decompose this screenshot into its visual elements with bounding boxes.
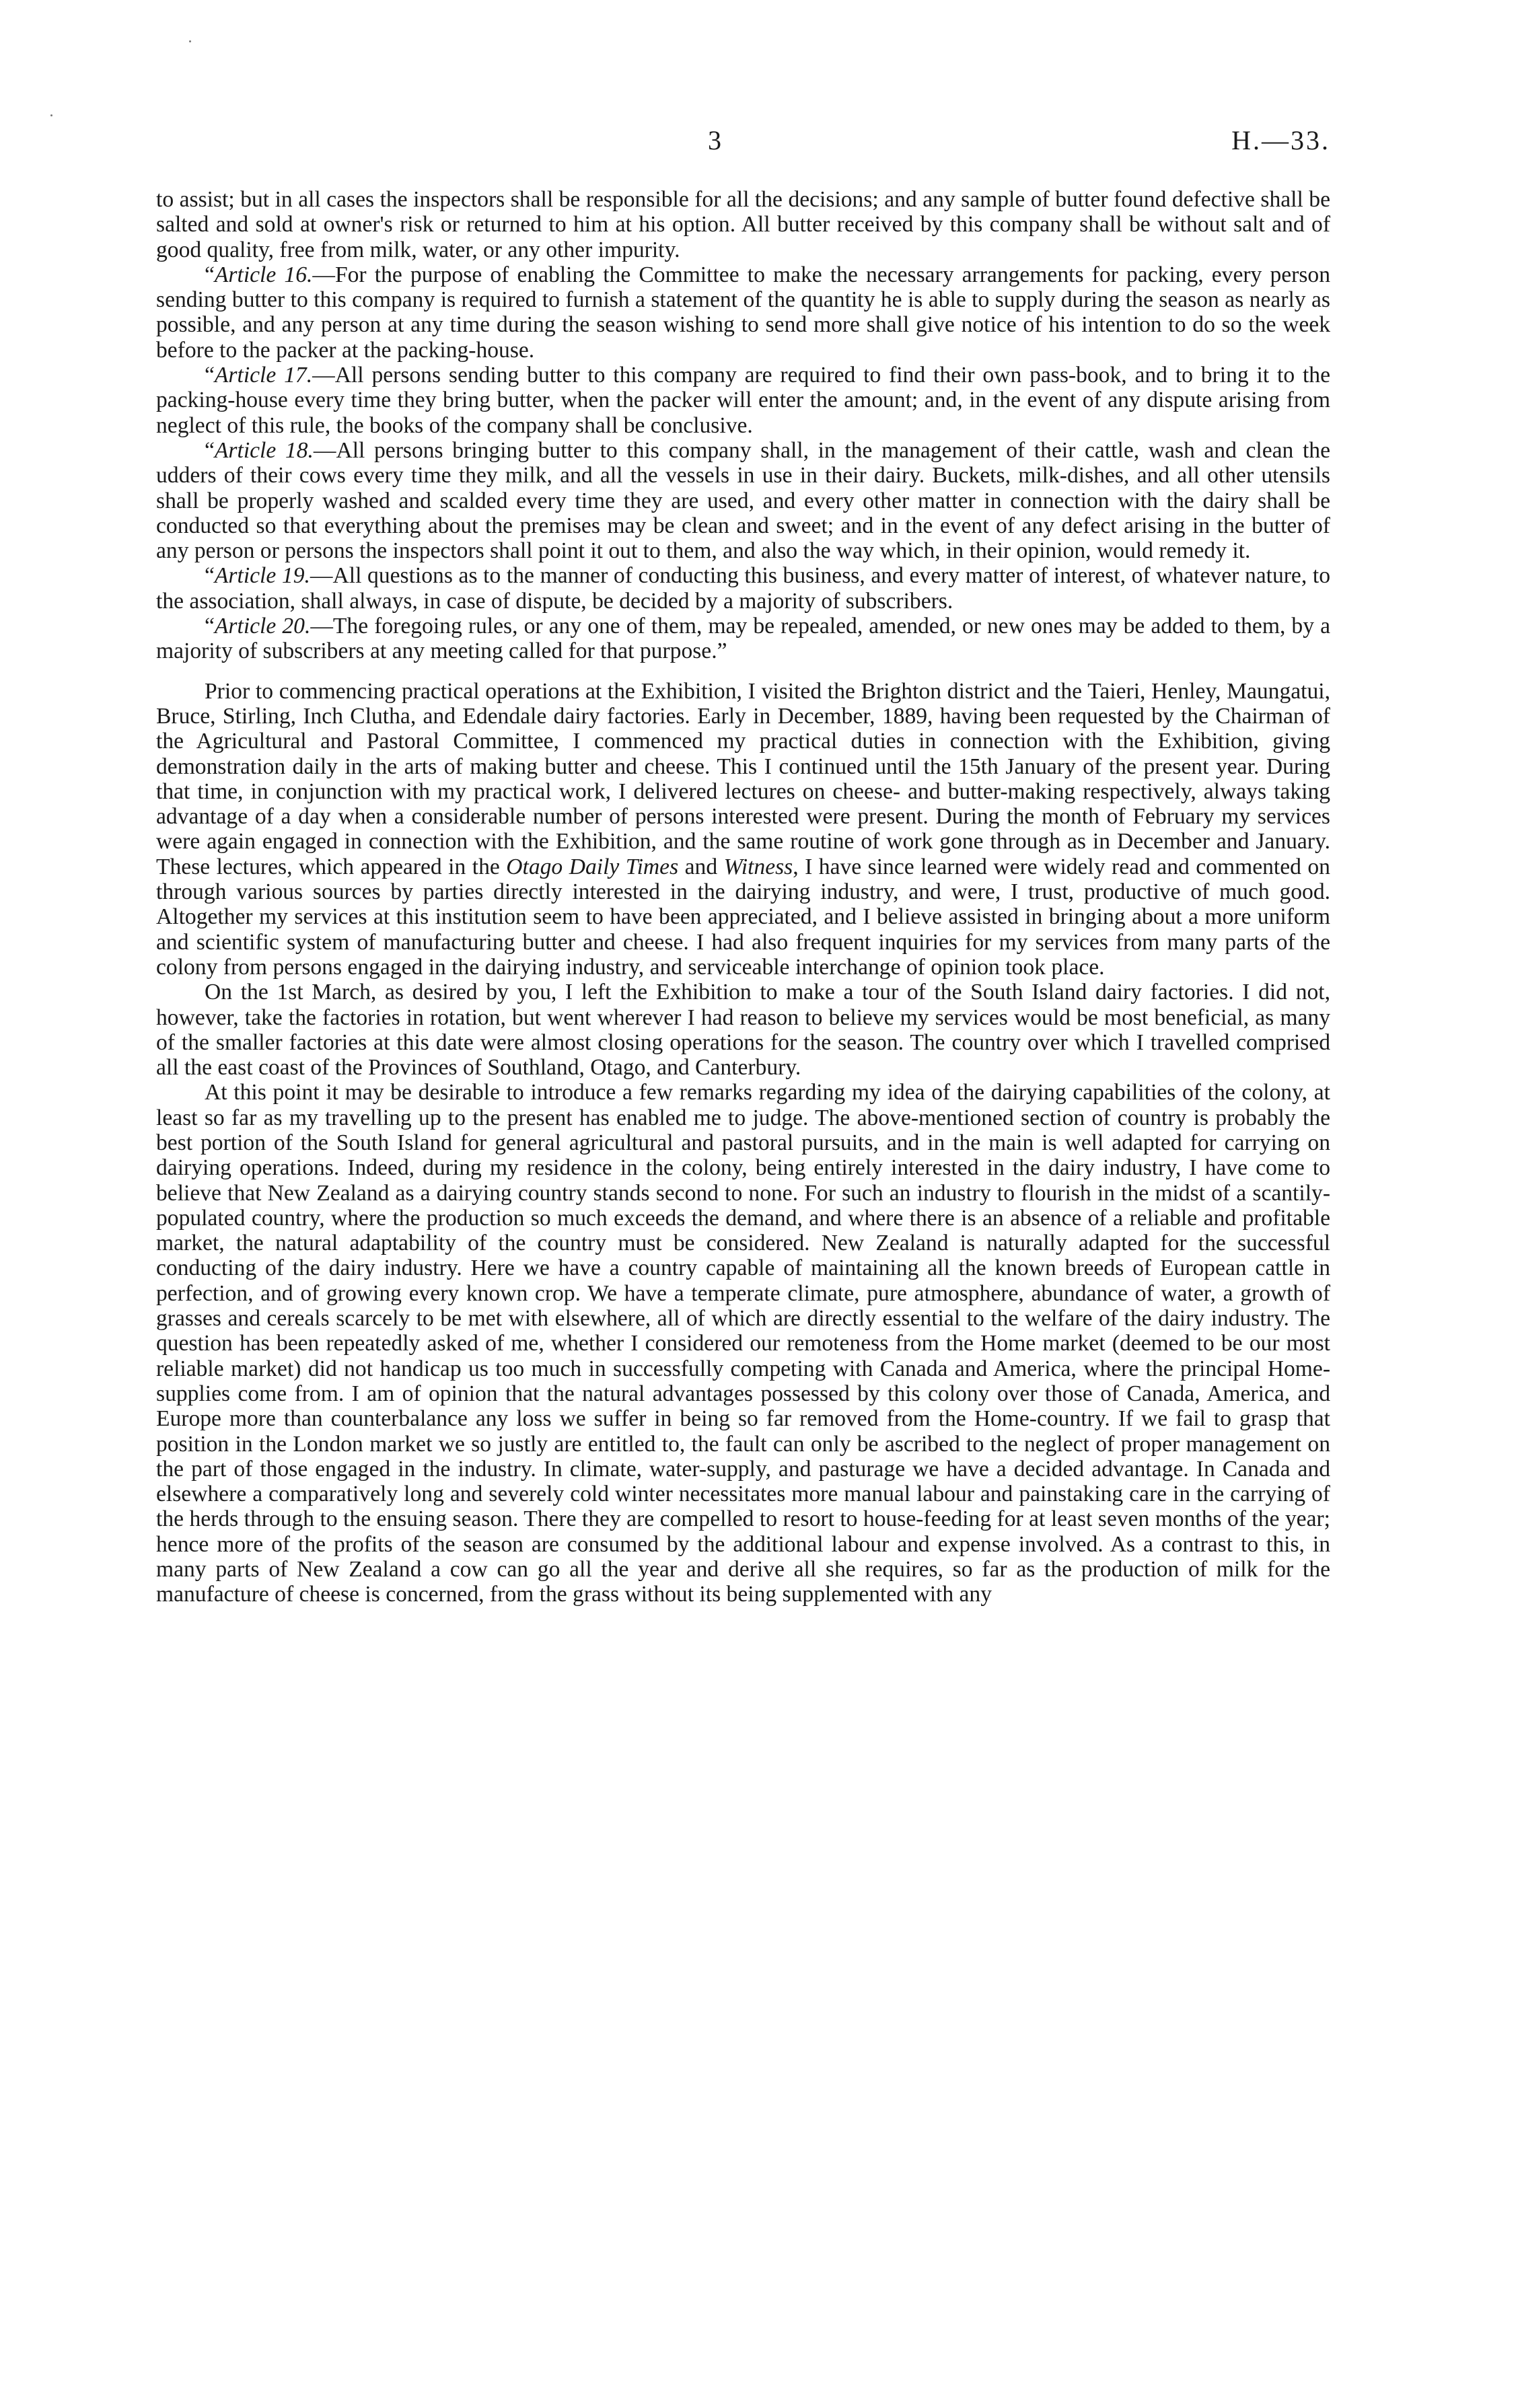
publication-name: Witness (723, 854, 793, 879)
article-title: Article 20. (214, 614, 311, 639)
page-number: 3 (708, 125, 722, 155)
capabilities-paragraph: At this point it may be desirable to introduce a few remarks regarding my idea of the dairying capabilities of the colony, at least so far as my travelling up to the present has enabled me to judge. The above-mentioned section of country is probably the best portion of the South Island for general agricultural and pastoral pursuits, and in the main is well adapted for carrying on dairying operations. Indeed, during my residence in the colony, being entirely interested in the dairy industry, I have come to believe that New Zealand as a dairying country stands second to none. For such an industry to flourish in the midst of a scantily-populated country, where the production so much exceeds the demand, and where there is an absence of a reliable and profitable market, the natural adaptability of the country must be considered. New Zealand is naturally adapted for the successful conducting of the dairy industry. Here we have a country capable of maintaining all the known breeds of European cattle in perfection, and of growing every known crop. We have a temperate climate, pure atmosphere, abundance of water, a growth of grasses and cereals scarcely to be met with elsewhere, all of which are directly essential to the welfare of the dairy industry. The question has been repeatedly asked of me, whether I considered our remoteness from the Home market (deemed to be our most reliable market) did not handicap us too much in successfully competing with Canada and America, where the principal Home-supplies come from. I am of opinion that the natural advantages possessed by this colony over those of Canada, America, and Europe more than counterbalance any loss we suffer in being so far removed from the Home-country. If we fail to grasp that position in the London market we so justly are entitled to, the fault can only be ascribed to the neglect of proper management on the part of those engaged in the industry. In climate, water-supply, and pasturage we have a decided advantage. In Canada and elsewhere a comparatively long and severely cold winter necessitates more manual labour and painstaking care in the carrying of the herds through to the ensuing season. There they are compelled to resort to house-feeding for at least seven months of the year; hence more of the profits of the season are consumed by the additional labour and expense involved. As a contrast to this, in many parts of New Zealand a cow can go all the year and derive all she requires, so far as the production of milk for the manufacture of cheese is concerned, from the grass without its being supplemented with any (156, 1080, 1330, 1607)
exhibition-paragraph: Prior to commencing practical operations at the Exhibition, I visited the Brighton district and the Taieri, Henley, Maungatui, Bruce, Stirling, Inch Clutha, and Edendale dairy factories. Early in December, 1889, having been requested by the Chairman of the Agricultural and Pastoral Committee, I commenced my practical duties in connection with the Exhibition, giving demonstration daily in the arts of making butter and cheese. This I continued until the 15th January of the present year. During that time, in conjunction with my practical work, I delivered lectures on cheese- and butter-making respectively, always taking advantage of a day when a considerable number of persons interested were present. During the month of February my services were again engaged in connection with the Exhibition, and the same routine of work gone through as in December and January. These lectures, which appeared in the Otago Daily Times and Witness, I have since learned were widely read and commented on through various sources by parties directly interested in the dairying industry, and were, I trust, productive of much good. Altogether my services at this institution seem to have been appreciated, and I believe assisted in bringing about a more uniform and scientific system of manufacturing butter and cheese. I had also frequent inquiries for my services from many parts of the colony from persons engaged in the dairying industry, and serviceable interchange of opinion took place. (156, 678, 1330, 980)
article-text: —The foregoing rules, or any one of them, may be repealed, amended, or new ones may be added to them, by a majority of subscribers at any meeting called for that purpose.” (156, 614, 1330, 664)
page-header (156, 124, 1330, 165)
article-text: —All questions as to the manner of conducting this business, and every matter of interest, of whatever nature, to the association, shall always, in case of dispute, be decided by a majority of subscribers. (156, 563, 1330, 614)
article-title: Article 17. (214, 363, 313, 388)
article-text: —All persons bringing butter to this company shall, in the management of their cattle, wash and clean the udders of their cows every time they milk, and all the vessels in use in their dairy. Buckets, milk-dishes, and all other utensils shall be properly washed and scalded every time they are used, and every other matter in connection with the dairy shall be conducted so that everything about the premises may be clean and sweet; and in the event of any defect arising in the butter of any person or persons the inspectors shall point it out to them, and also the way which, in their opinion, would remedy it. (156, 437, 1330, 564)
body-text (156, 187, 1330, 1607)
publication-name: Otago Daily Times (506, 854, 679, 879)
article-text: —All persons sending butter to this company are required to find their own pass-book, and to bring it to the packing-house every time they bring butter, when the packer will enter the amount; and, in the event of any dispute arising from neglect of this rule, the books of the company shall be conclusive. (156, 363, 1330, 438)
document-reference: H.—33. (1231, 125, 1330, 155)
article-text: —For the purpose of enabling the Committee to make the necessary arrangements for packing, every person sending butter to this company is required to furnish a statement of the quantity he is able to supply during the season as nearly as possible, and any person at any time during the season wishing to send more shall give notice of his intention to do so the week before to the packer at the packing-house. (156, 262, 1330, 363)
article-17-paragraph: “Article 17.—All persons sending butter to this company are required to find their own pass-book, and to bring it to the packing-house every time they bring butter, when the packer will enter the amount; and, in the event of any dispute arising from neglect of this rule, the books of the company shall be conclusive. (156, 363, 1330, 438)
article-title: Article 18. (214, 437, 314, 463)
article-19-paragraph: “Article 19.—All questions as to the manner of conducting this business, and every matter of interest, of whatever nature, to the association, shall always, in case of dispute, be decided by a majority of subscribers. (156, 563, 1330, 614)
tour-paragraph: On the 1st March, as desired by you, I left the Exhibition to make a tour of the South Island dairy factories. I did not, however, take the factories in rotation, but went wherever I had reason to believe my services would be most beneficial, as many of the smaller factories at this date were almost closing operations for the season. The country over which I travelled comprised all the east coast of the Provinces of Southland, Otago, and Canterbury. (156, 980, 1330, 1081)
article-18-paragraph: “Article 18.—All persons bringing butter to this company shall, in the management of their cattle, wash and clean the udders of their cows every time they milk, and all the vessels in use in their dairy. Buckets, milk-dishes, and all other utensils shall be properly washed and scalded every time they are used, and every other matter in connection with the dairy shall be conducted so that everything about the premises may be clean and sweet; and in the event of any defect arising in the butter of any person or persons the inspectors shall point it out to them, and also the way which, in their opinion, would remedy it. (156, 437, 1330, 564)
scan-speck (50, 114, 52, 116)
continuation-paragraph: to assist; but in all cases the inspectors shall be responsible for all the decisions; and any sample of butter found defective shall be salted and sold at owner's risk or returned to him at his option. All butter received by this company shall be without salt and of good quality, free from milk, water, or any other impurity. (156, 187, 1330, 262)
article-20-paragraph: “Article 20.—The foregoing rules, or any one of them, may be repealed, amended, or new ones may be added to them, by a majority of subscribers at any meeting called for that purpose.” (156, 614, 1330, 664)
article-16-paragraph: “Article 16.—For the purpose of enabling the Committee to make the necessary arrangements for packing, every person sending butter to this company is required to furnish a statement of the quantity he is able to supply during the season as nearly as possible, and any person at any time during the season wishing to send more shall give notice of his intention to do so the week before to the packer at the packing-house. (156, 262, 1330, 363)
scan-speck (189, 40, 191, 42)
article-title: Article 16. (214, 262, 313, 287)
article-title: Article 19. (214, 563, 310, 589)
